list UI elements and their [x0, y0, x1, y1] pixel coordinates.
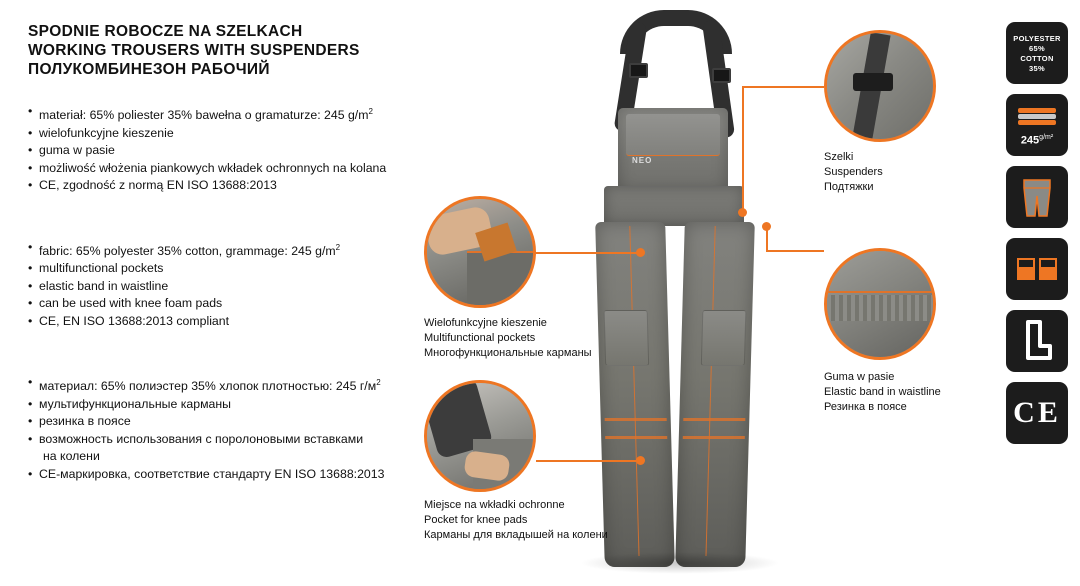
- callout-pockets-pl: Wielofunkcyjne kieszenie: [424, 317, 547, 329]
- list-item: • СЕ-маркировка, соответствие стандарту EN ISO 13688:2013: [28, 466, 408, 484]
- composition-polyester-label: POLYESTER: [1013, 34, 1061, 43]
- list-item: [28, 374, 408, 396]
- pocket-detail: [467, 251, 536, 307]
- fabric-layer-bottom: [1018, 120, 1056, 125]
- chest-bib: [618, 108, 728, 193]
- pockets-icon: [1006, 238, 1068, 300]
- list-item: • CE, EN ISO 13688:2013 compliant: [28, 313, 408, 331]
- composition-cotton-value: 35%: [1029, 64, 1045, 73]
- cargo-pocket-left: [604, 310, 650, 366]
- spec-text: fabric: 65% polyester 35% cotton, grammage: 245 g/m: [39, 243, 336, 258]
- composition-polyester-value: 65%: [1029, 44, 1045, 53]
- callout-kneepads-ru: Карманы для вкладышей на колени: [424, 529, 608, 541]
- callout-label-pockets: [424, 316, 592, 361]
- product-description-panel: [28, 22, 408, 503]
- brand-label: NEO: [632, 156, 653, 165]
- callout-pockets-en: Multifunctional pockets: [424, 332, 536, 344]
- spec-text: материал: 65% полиэстер 35% хлопок плотностью: 245 г/м: [39, 379, 377, 394]
- leg-right: [675, 222, 755, 567]
- spec-list-ru: [28, 374, 408, 483]
- stitch-detail: [827, 291, 936, 293]
- floor-shadow: [580, 552, 780, 574]
- list-item: • multifunctional pockets: [28, 260, 408, 278]
- leader-dot-suspenders: [738, 208, 747, 217]
- leader-line-waistband-vertical: [766, 228, 768, 252]
- buckle-detail: [853, 73, 893, 91]
- leader-line-kneepads: [536, 460, 640, 462]
- list-item: • elastic band in waistline: [28, 278, 408, 296]
- list-item: • мультифункциональные карманы: [28, 396, 408, 414]
- grammage-icon: [1006, 94, 1068, 156]
- seam-line: [629, 226, 639, 556]
- callout-suspenders-pl: Szelki: [824, 151, 854, 163]
- callout-suspenders-image: [824, 30, 936, 142]
- ce-mark-label: CE: [1013, 396, 1061, 429]
- leader-dot-kneepads: [636, 456, 645, 465]
- leader-line-suspenders: [742, 86, 824, 88]
- callout-pockets-ru: Многофункциональные карманы: [424, 347, 592, 359]
- superscript-2: 2: [368, 107, 373, 116]
- list-item: • резинка в поясе: [28, 413, 408, 431]
- leader-line-pockets: [536, 252, 640, 254]
- cargo-pocket-right: [701, 310, 747, 366]
- trousers-glyph: [1006, 166, 1068, 228]
- callout-kneepads-en: Pocket for knee pads: [424, 514, 528, 526]
- fabric-layer-mid: [1018, 114, 1056, 119]
- callout-label-waistband: [824, 370, 941, 415]
- list-item: • wielofunkcyjne kieszenie: [28, 125, 408, 143]
- page-title: [28, 22, 408, 79]
- spec-text: materiał: 65% poliester 35% bawełna o gramaturze: 245 g/m: [39, 108, 369, 123]
- trouser-legs: [600, 222, 750, 567]
- knee-seam-left: [605, 418, 667, 421]
- list-item: [28, 239, 408, 261]
- composition-cotton-label: COTTON: [1020, 54, 1054, 63]
- buckle-left: [629, 63, 648, 78]
- list-item: • возможность использования с поролоновыми вставками: [28, 431, 408, 449]
- composition-icon: [1006, 22, 1068, 84]
- knee-seam-right: [683, 418, 745, 421]
- spec-list-pl: [28, 103, 408, 195]
- grammage-value: [1006, 134, 1068, 147]
- callout-label-suspenders: [824, 150, 883, 195]
- superscript-2: 2: [376, 378, 381, 388]
- superscript-2: 2: [335, 242, 341, 252]
- callout-label-kneepads: [424, 498, 608, 543]
- callout-waistband-image: [824, 248, 936, 360]
- waistband: [604, 186, 744, 226]
- trousers-icon: [1006, 166, 1068, 228]
- pockets-glyph: [1006, 238, 1068, 300]
- callout-waistband-ru: Резинка в поясе: [824, 401, 907, 413]
- callout-pockets-image: [424, 196, 536, 308]
- fabric-stack-icon: [1018, 108, 1056, 124]
- feature-icon-column: [1006, 22, 1068, 454]
- elastic-detail: [827, 295, 936, 321]
- buckle-right: [712, 68, 731, 83]
- list-item: [28, 103, 408, 125]
- callout-kneepads-image: [424, 380, 536, 492]
- title-ru: ПОЛУКОМБИНЕЗОН РАБОЧИЙ: [28, 61, 270, 78]
- seam-line: [705, 226, 715, 556]
- grammage-unit: g/m²: [1039, 134, 1054, 142]
- title-pl: SPODNIE ROBOCZE NA SZELKACH: [28, 23, 303, 40]
- ce-icon: [1006, 382, 1068, 444]
- callout-kneepads-pl: Miejsce na wkładki ochronne: [424, 499, 565, 511]
- leader-line-waistband: [766, 250, 824, 252]
- spec-list-en: [28, 239, 408, 331]
- knee-seam-left-2: [605, 436, 667, 439]
- leader-dot-pockets: [636, 248, 645, 257]
- composition-icon-text: [1006, 22, 1068, 74]
- callout-suspenders-ru: Подтяжки: [824, 181, 874, 193]
- leader-dot-waistband: [762, 222, 771, 231]
- list-item: • guma w pasie: [28, 142, 408, 160]
- callout-waistband-en: Elastic band in waistline: [824, 386, 941, 398]
- kneepad-icon: [1006, 310, 1068, 372]
- knee-seam-right-2: [683, 436, 745, 439]
- chest-pocket: [626, 114, 720, 156]
- list-item-continuation: на колени: [43, 449, 100, 464]
- grammage-number: 245: [1020, 135, 1040, 147]
- leader-line-suspenders-vertical: [742, 86, 744, 212]
- callout-waistband-pl: Guma w pasie: [824, 371, 895, 383]
- list-item: • can be used with knee foam pads: [28, 295, 408, 313]
- list-item: • możliwość włożenia piankowych wkładek ochronnych na kolana: [28, 160, 408, 178]
- fabric-layer-top: [1018, 108, 1056, 113]
- kneepad-glyph: [1006, 310, 1068, 372]
- callout-suspenders-en: Suspenders: [824, 166, 883, 178]
- title-en: WORKING TROUSERS WITH SUSPENDERS: [28, 42, 360, 59]
- list-item: • CE, zgodność z normą EN ISO 13688:2013: [28, 177, 408, 195]
